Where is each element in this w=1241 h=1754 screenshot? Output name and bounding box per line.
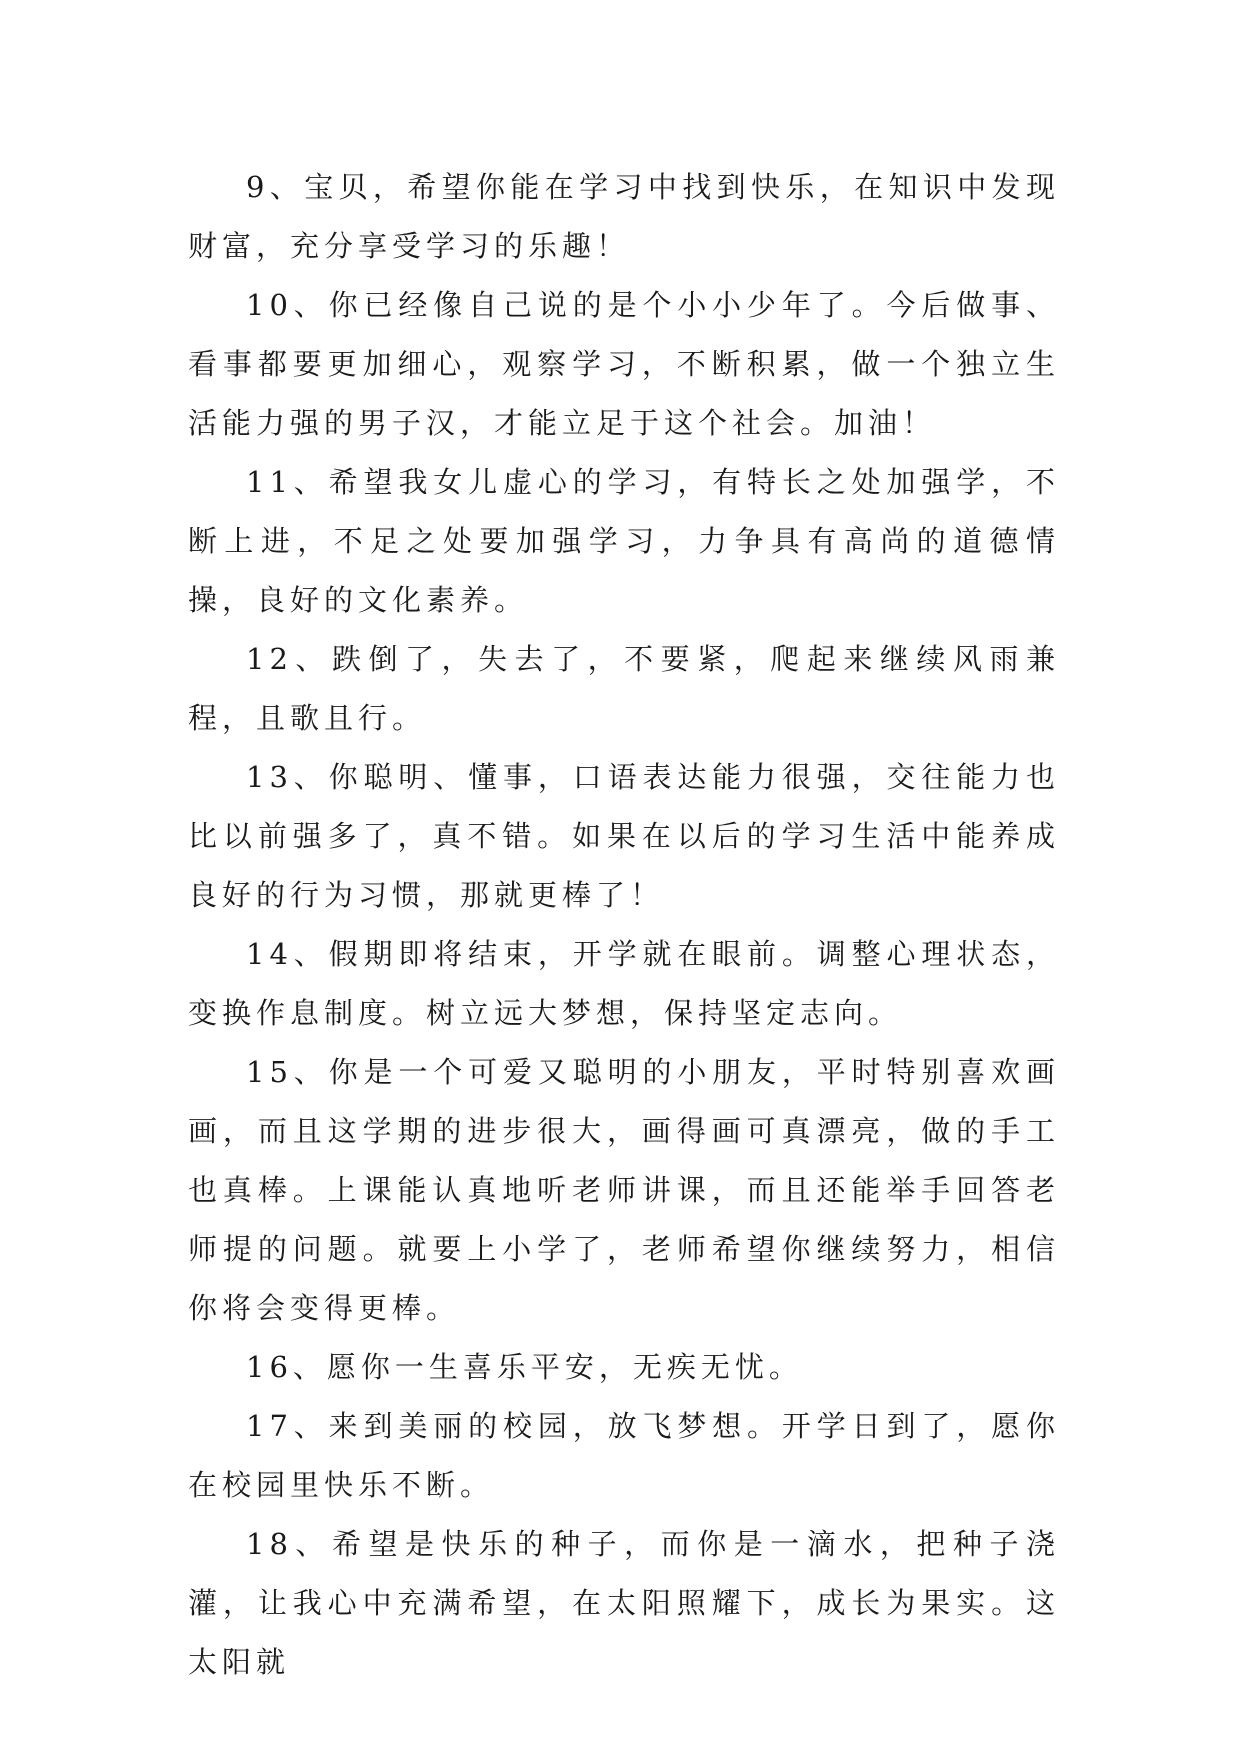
- paragraph-10: 10、你已经像自己说的是个小小少年了。今后做事、看事都要更加细心，观察学习，不断积累，做一个独立生活能力强的男子汉，才能立足于这个社会。加油！: [188, 288, 1060, 440]
- paragraph-11: 11、希望我女儿虚心的学习，有特长之处加强学，不断上进，不足之处要加强学习，力争具有高尚的道德情操，良好的文化素养。: [188, 465, 1060, 617]
- document-body: [188, 158, 1060, 1692]
- paragraph-17: 17、来到美丽的校园，放飞梦想。开学日到了，愿你在校园里快乐不断。: [188, 1409, 1060, 1502]
- paragraph-14: 14、假期即将结束，开学就在眼前。调整心理状态，变换作息制度。树立远大梦想，保持坚定志向。: [188, 937, 1060, 1030]
- paragraph-16: 16、愿你一生喜乐平安，无疾无忧。: [246, 1350, 803, 1384]
- paragraph-13: 13、你聪明、懂事，口语表达能力很强，交往能力也比以前强多了，真不错。如果在以后的学习生活中能养成良好的行为习惯，那就更棒了！: [188, 760, 1060, 912]
- paragraph-9: 9、宝贝，希望你能在学习中找到快乐，在知识中发现财富，充分享受学习的乐趣！: [188, 170, 1060, 263]
- paragraph-18: 18、希望是快乐的种子，而你是一滴水，把种子浇灌，让我心中充满希望，在太阳照耀下，成长为果实。这太阳就: [188, 1527, 1060, 1679]
- paragraph-12: 12、跌倒了，失去了，不要紧，爬起来继续风雨兼程，且歌且行。: [188, 642, 1060, 735]
- paragraph-15: 15、你是一个可爱又聪明的小朋友，平时特别喜欢画画，而且这学期的进步很大，画得画可真漂亮，做的手工也真棒。上课能认真地听老师讲课，而且还能举手回答老师提的问题。就要上小学了，老师希望你继续努力，相信你将会变得更棒。: [188, 1055, 1060, 1325]
